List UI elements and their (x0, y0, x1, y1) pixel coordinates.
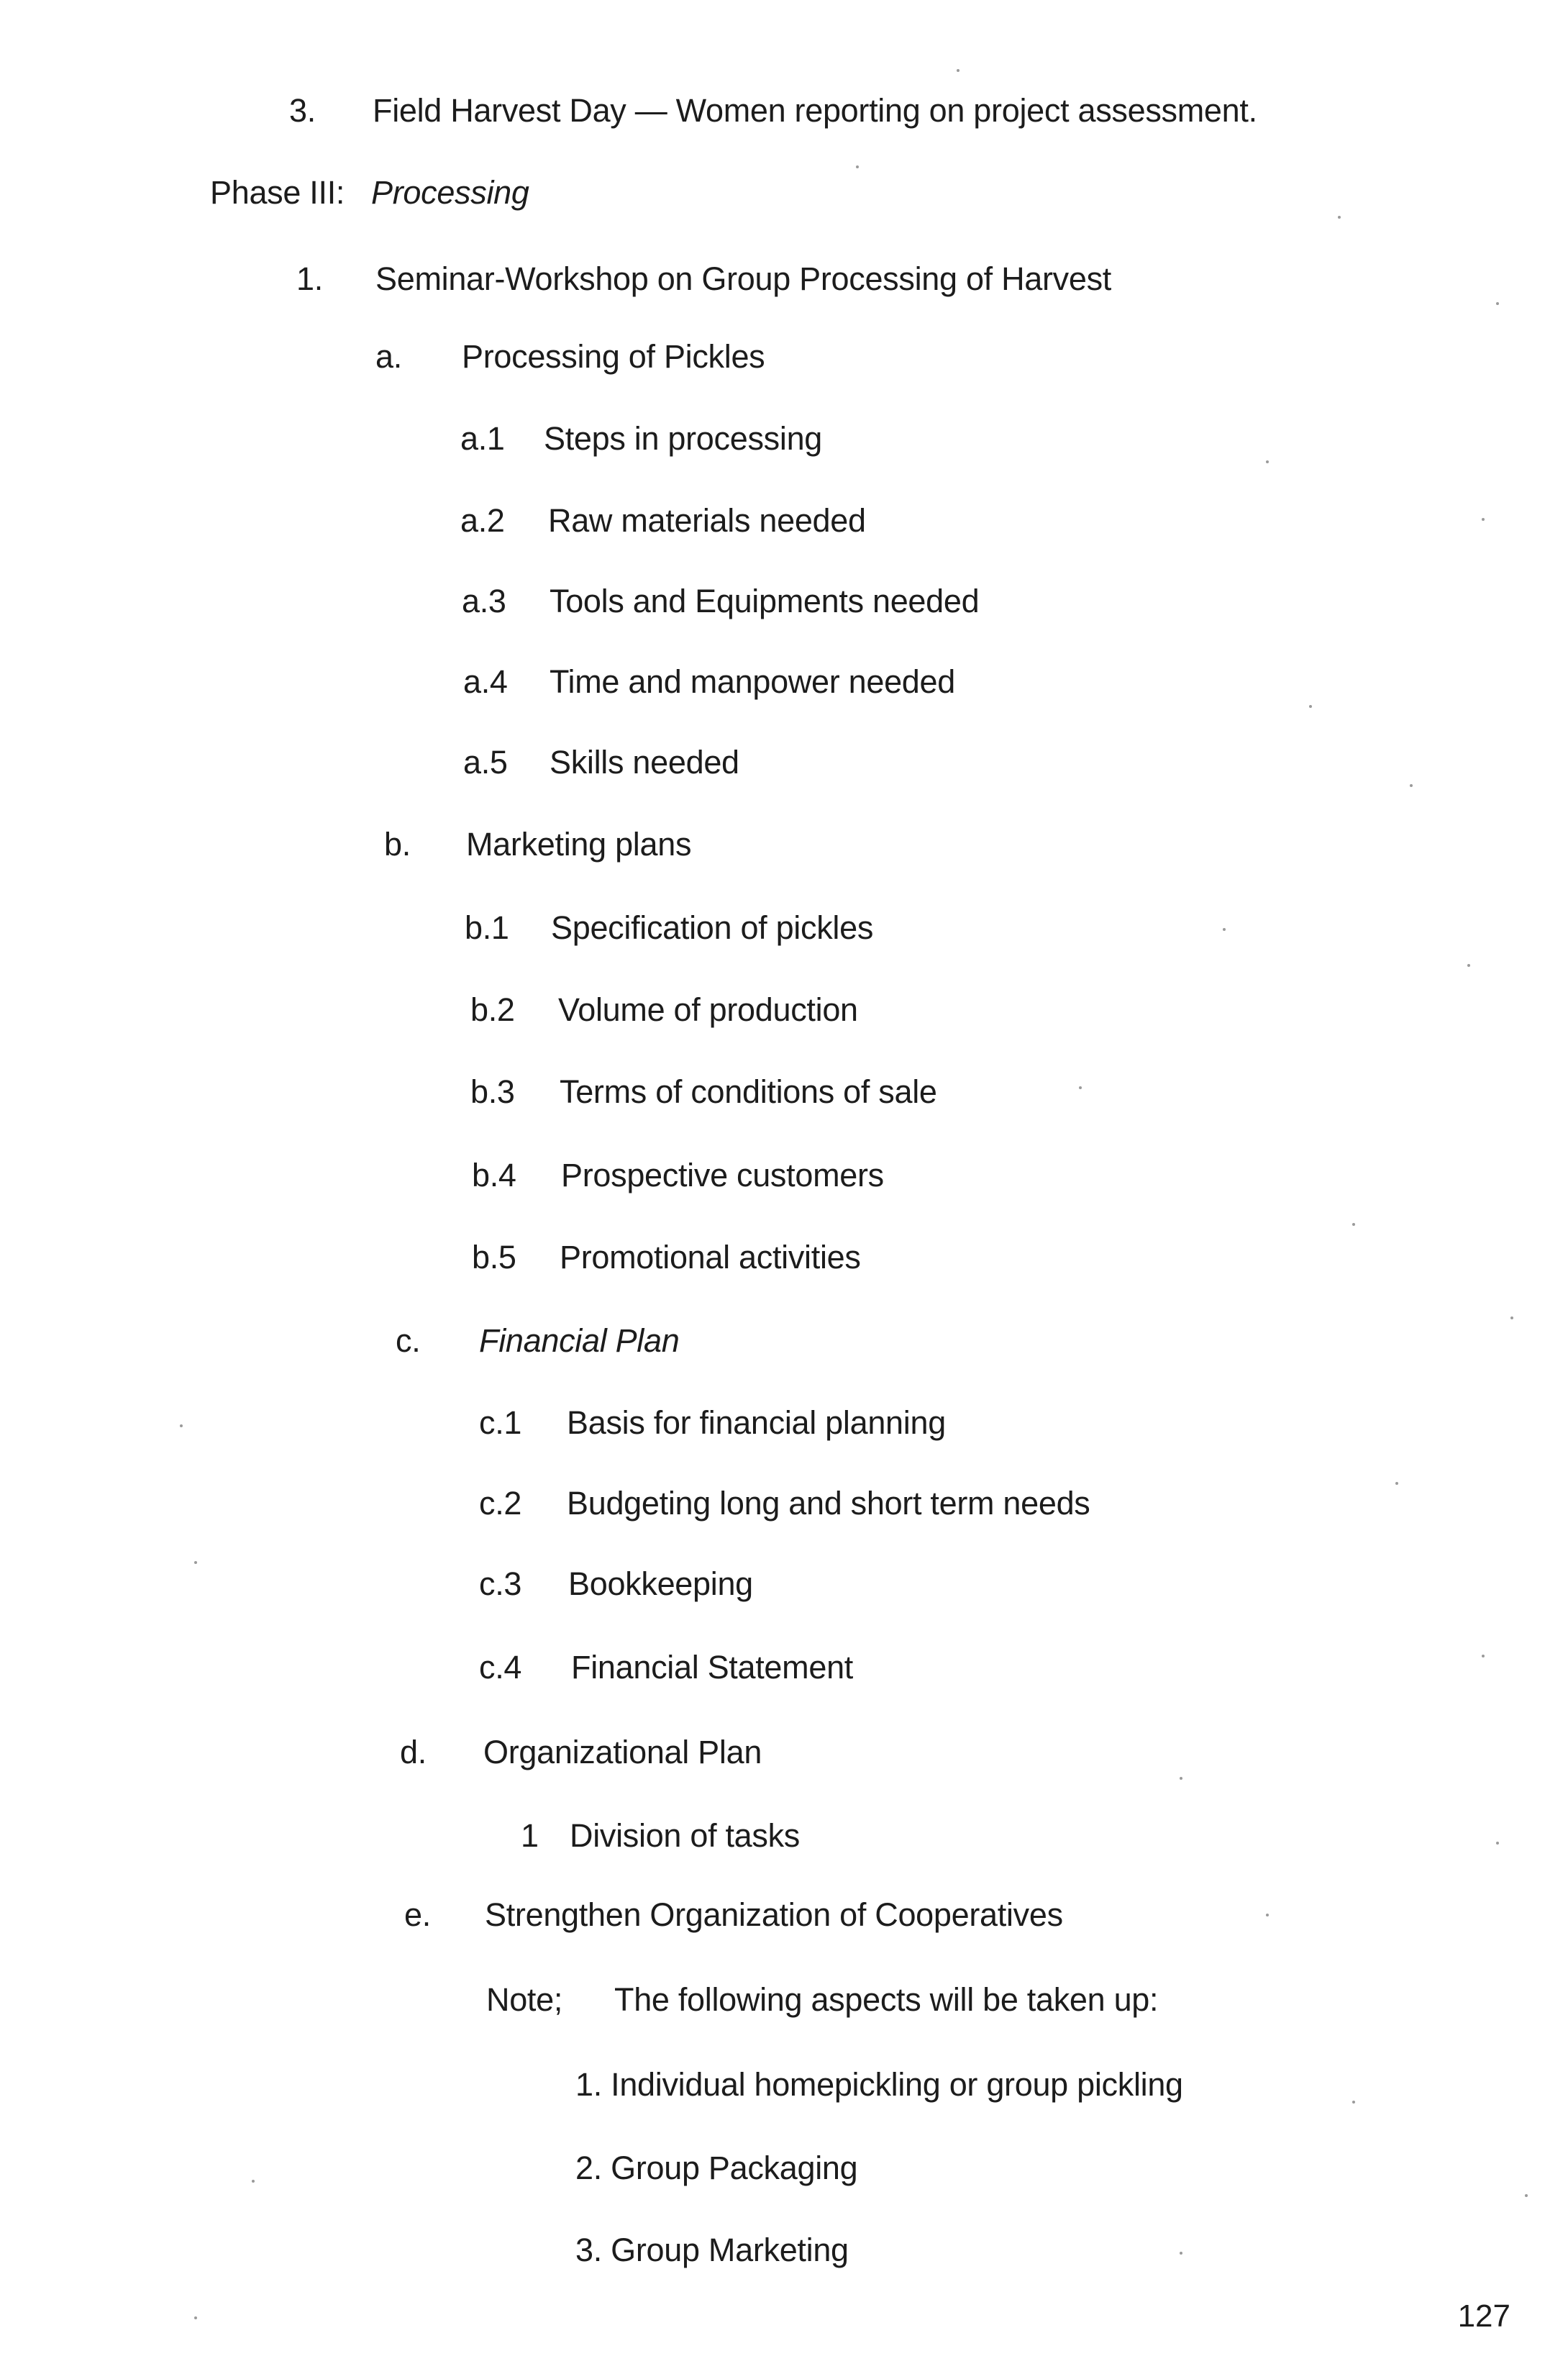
list-item-number: a.5 (463, 744, 508, 781)
phase-label: Phase III: (210, 174, 345, 211)
note-text: The following aspects will be taken up: (614, 1981, 1159, 2018)
section-letter: e. (404, 1896, 431, 1933)
list-item-number: c.2 (479, 1485, 522, 1522)
list-item-text: Prospective customers (561, 1157, 884, 1193)
list-item-number: c.4 (479, 1649, 522, 1686)
item-text: Seminar-Workshop on Group Processing of Harvest (375, 260, 1112, 297)
item-number: 3. (289, 92, 316, 129)
section-letter: a. (375, 338, 402, 375)
phase-title: Processing (371, 174, 529, 211)
list-item-text: Steps in processing (544, 420, 823, 457)
list-item-text: Financial Statement (571, 1649, 854, 1686)
list-item-text: Specification of pickles (551, 909, 874, 946)
list-item-text: Skills needed (550, 744, 739, 781)
list-item-number: b.2 (470, 991, 515, 1028)
item-number: 1. (296, 260, 323, 297)
section-title: Strengthen Organization of Cooperatives (485, 1896, 1063, 1933)
note-item-text: 3. Group Marketing (575, 2232, 849, 2268)
note-item-text: 2. Group Packaging (575, 2150, 858, 2186)
list-item-number: c.3 (479, 1565, 522, 1602)
list-item-number: b.5 (472, 1239, 516, 1275)
list-item-number: a.4 (463, 663, 508, 700)
list-item-text: Terms of conditions of sale (560, 1073, 937, 1110)
list-item-text: Bookkeeping (568, 1565, 753, 1602)
section-title: Processing of Pickles (462, 338, 765, 375)
list-item-number: b.1 (465, 909, 509, 946)
list-item-text: Budgeting long and short term needs (567, 1485, 1090, 1522)
list-item-number: b.4 (472, 1157, 516, 1193)
list-item-number: a.2 (460, 502, 505, 539)
item-text: Field Harvest Day — Women reporting on project assessment. (373, 92, 1257, 129)
list-item-number: a.1 (460, 420, 505, 457)
list-item-text: Time and manpower needed (550, 663, 955, 700)
section-title: Financial Plan (479, 1322, 680, 1359)
list-item-number: c.1 (479, 1404, 522, 1441)
section-title: Organizational Plan (483, 1734, 762, 1770)
list-item-number: 1 (521, 1817, 539, 1854)
list-item-text: Division of tasks (570, 1817, 801, 1854)
list-item-number: a.3 (462, 583, 506, 619)
note-label: Note; (486, 1981, 563, 2018)
section-letter: c. (396, 1322, 421, 1359)
list-item-text: Promotional activities (560, 1239, 861, 1275)
page-number: 127 (1457, 2298, 1510, 2334)
list-item-text: Tools and Equipments needed (550, 583, 980, 619)
section-letter: b. (384, 826, 411, 863)
list-item-text: Basis for financial planning (567, 1404, 946, 1441)
note-item-text: 1. Individual homepickling or group pickling (575, 2066, 1183, 2103)
section-title: Marketing plans (466, 826, 692, 863)
list-item-text: Volume of production (558, 991, 858, 1028)
list-item-number: b.3 (470, 1073, 515, 1110)
list-item-text: Raw materials needed (548, 502, 866, 539)
section-letter: d. (400, 1734, 427, 1770)
